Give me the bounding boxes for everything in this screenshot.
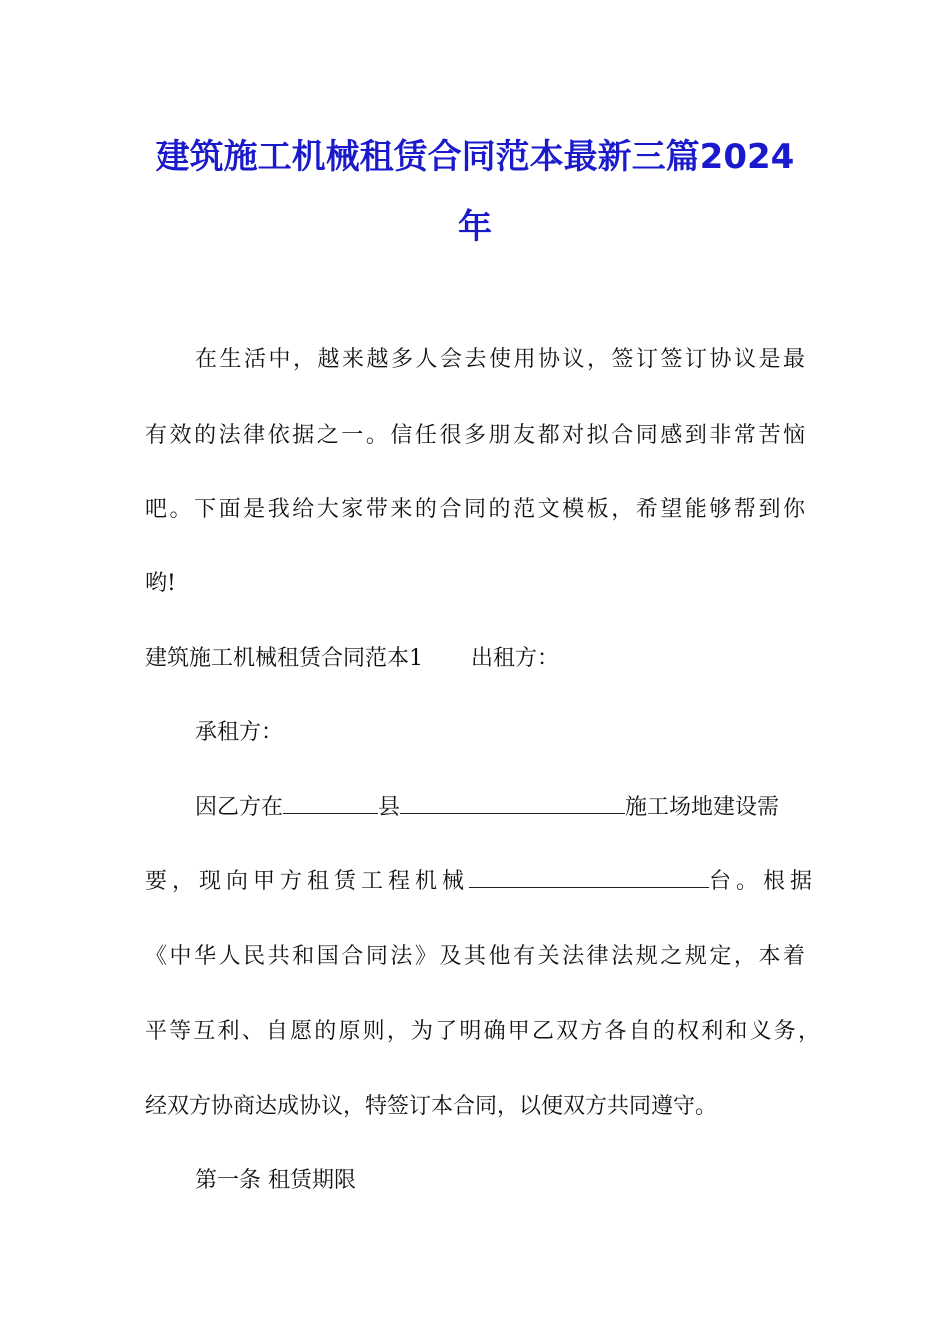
article-1-heading: 第一条 租赁期限 (195, 1168, 356, 1193)
blank-county (283, 793, 378, 814)
intro-line-2: 有效的法律依据之一。信任很多朋友都对拟合同感到非常苦恼 (145, 423, 805, 448)
blank-site (400, 793, 625, 814)
lessee-label: 承租方： (195, 720, 284, 745)
body-line-3: 《中华人民共和国合同法》及其他有关法律法规之规定，本着 (145, 944, 805, 969)
body-text: 施工场地建设需 (625, 795, 780, 820)
lessor-label: 出租方： (471, 646, 560, 671)
body-line-2 (145, 867, 817, 897)
document-title-line2: 年 (458, 207, 492, 247)
blank-machinery (469, 867, 709, 888)
document-title-line1: 建筑施工机械租赁合同范本最新三篇2024 (155, 137, 795, 177)
body-text: 要，现向甲方租赁工程机械 (145, 869, 470, 894)
body-text: 县 (378, 795, 401, 820)
intro-line-3: 吧。下面是我给大家带来的合同的范文模板，希望能够帮到你 (145, 497, 805, 522)
intro-line-4: 哟! (145, 571, 176, 596)
intro-line-1: 在生活中，越来越多人会去使用协议，签订签订协议是最 (195, 347, 805, 372)
body-text: 因乙方在 (195, 795, 284, 820)
section-heading: 建筑施工机械租赁合同范本1 (145, 646, 423, 671)
body-line-4: 平等互利、自愿的原则，为了明确甲乙双方各自的权利和义务， (145, 1019, 820, 1044)
section-heading-row (145, 644, 559, 674)
body-line-5: 经双方协商达成协议，特签订本合同，以便双方共同遵守。 (145, 1094, 718, 1119)
body-text: 台。根据 (709, 869, 818, 894)
body-line-1 (195, 793, 779, 823)
